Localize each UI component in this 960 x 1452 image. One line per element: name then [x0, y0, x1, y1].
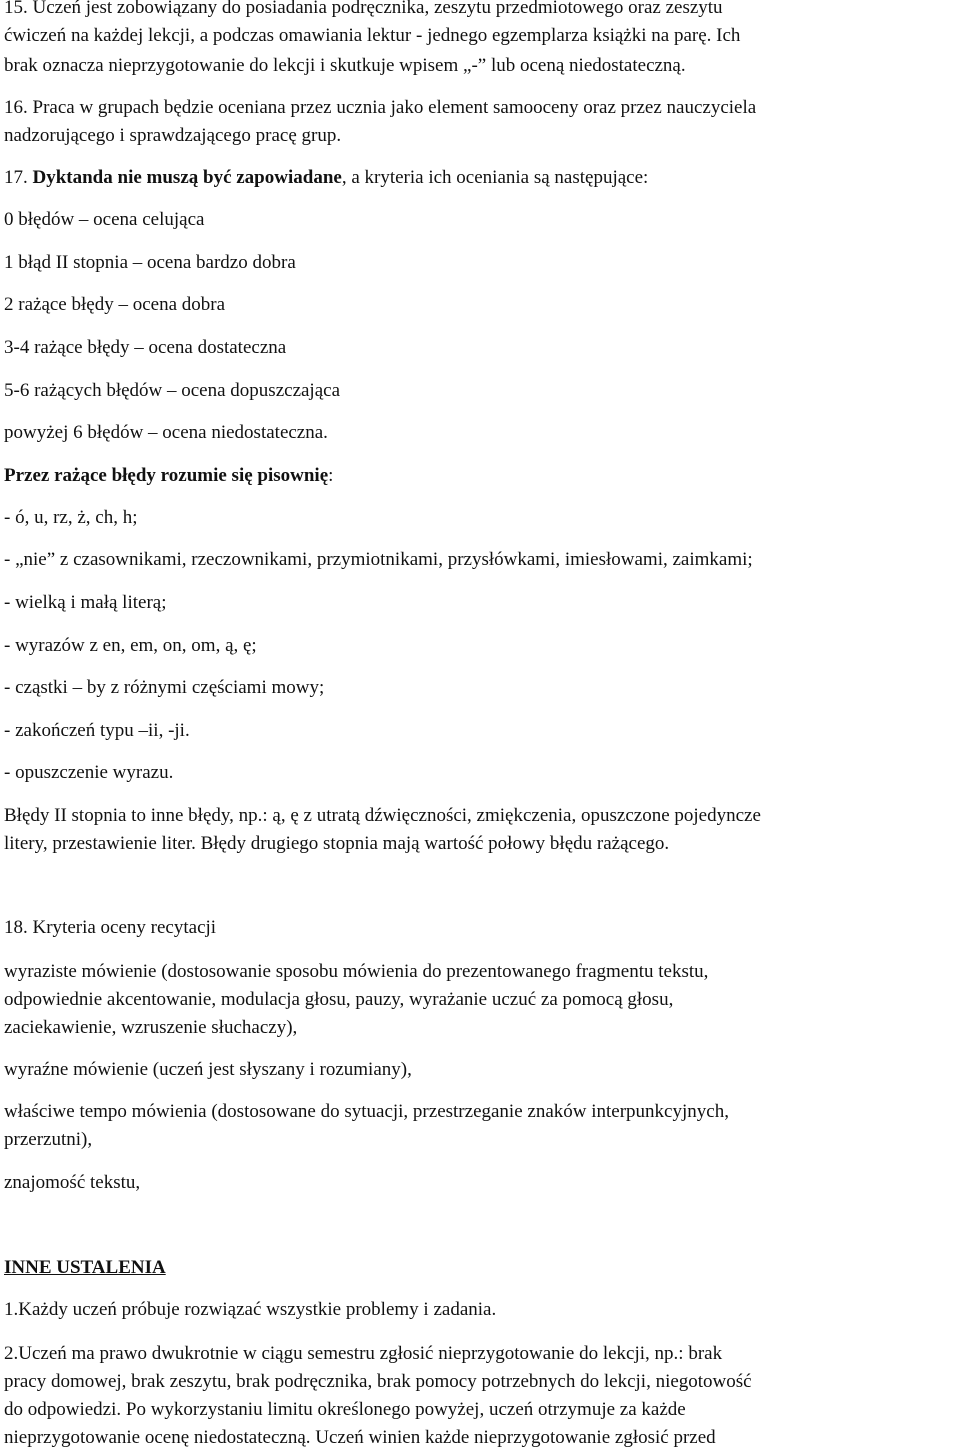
paragraph-17 — [4, 164, 648, 192]
second-degree-errors-line-1: Błędy II stopnia to inne błędy, np.: ą, ę z utratą dźwięczności, zmiękczenia, opuszczone pojedyncze — [4, 805, 761, 826]
grade-line: 3-4 rażące błędy – ocena dostateczna — [4, 337, 287, 358]
rule-line: - opuszczenie wyrazu. — [4, 762, 174, 783]
rules-heading-bold: Przez rażące błędy rozumie się pisownię — [4, 465, 329, 486]
second-degree-errors-line-2: litery, przestawienie liter. Błędy drugiego stopnia mają wartość połowy błędu rażącego. — [4, 833, 670, 854]
paragraph-15-line-1: 15. Uczeń jest zobowiązany do posiadania podręcznika, zeszytu przedmiotowego oraz zeszytu — [4, 0, 723, 18]
paragraph-15-line-2: ćwiczeń na każdej lekcji, a podczas omawiania lektur - jednego egzemplarza książki na parę. Ich — [4, 25, 741, 46]
paragraph-16-line-1: 16. Praca w grupach będzie oceniana przez ucznia jako element samooceny oraz przez nauczyciela — [4, 97, 757, 118]
other-rule-2-line-1: 2.Uczeń ma prawo dwukrotnie w ciągu semestru zgłosić nieprzygotowanie do lekcji, np.: brak — [4, 1343, 723, 1364]
rule-line: - wyrazów z en, em, on, om, ą, ę; — [4, 635, 257, 656]
paragraph-16-line-2: nadzorującego i sprawdzającego pracę grup. — [4, 125, 342, 146]
paragraph-17-rest: , a kryteria ich oceniania są następujące: — [341, 167, 649, 188]
rule-line: - cząstki – by z różnymi częściami mowy; — [4, 677, 325, 698]
rule-line: - zakończeń typu –ii, -ji. — [4, 720, 190, 741]
recitation-criterion-1-line-1: wyraziste mówienie (dostosowanie sposobu mówienia do prezentowanego fragmentu tekstu, — [4, 961, 709, 982]
other-rule-1: 1.Każdy uczeń próbuje rozwiązać wszystkie problemy i zadania. — [4, 1299, 497, 1320]
recitation-criterion-3-line-2: przerzutni), — [4, 1129, 93, 1150]
rules-heading-colon: : — [328, 465, 334, 486]
recitation-criterion-2: wyraźne mówienie (uczeń jest słyszany i rozumiany), — [4, 1059, 412, 1080]
other-rule-2-line-4: nieprzygotowanie ocenę niedostateczną. Uczeń winien każde nieprzygotowanie zgłosić przed — [4, 1427, 716, 1448]
grade-line: 5-6 rażących błędów – ocena dopuszczająca — [4, 380, 341, 401]
rules-heading — [4, 462, 333, 490]
paragraph-17-number: 17. — [4, 167, 33, 188]
recitation-criterion-1-line-3: zaciekawienie, wzruszenie słuchaczy), — [4, 1017, 298, 1038]
grade-line: powyżej 6 błędów – ocena niedostateczna. — [4, 422, 328, 443]
rule-line: - wielką i małą literą; — [4, 592, 167, 613]
other-rule-2-line-2: pracy domowej, brak zeszytu, brak podręcznika, brak pomocy potrzebnych do lekcji, niegotowość — [4, 1371, 752, 1392]
paragraph-15-line-3: brak oznacza nieprzygotowanie do lekcji i skutkuje wpisem „-” lub oceną niedostateczną. — [4, 55, 686, 76]
paragraph-17-bold: Dyktanda nie muszą być zapowiadane — [32, 167, 342, 188]
recitation-criterion-1-line-2: odpowiednie akcentowanie, modulacja głosu, pauzy, wyrażanie uczuć za pomocą głosu, — [4, 989, 674, 1010]
grade-line: 1 błąd II stopnia – ocena bardzo dobra — [4, 252, 296, 273]
recitation-criterion-3-line-1: właściwe tempo mówienia (dostosowane do sytuacji, przestrzeganie znaków interpunkcyjnych, — [4, 1101, 729, 1122]
recitation-criterion-4: znajomość tekstu, — [4, 1172, 141, 1193]
rule-line: - ó, u, rz, ż, ch, h; — [4, 507, 138, 528]
grade-line: 0 błędów – ocena celująca — [4, 209, 205, 230]
other-rules-heading-text: INNE USTALENIA — [4, 1257, 166, 1278]
rule-line: - „nie” z czasownikami, rzeczownikami, przymiotnikami, przysłówkami, imiesłowami, zaimkami; — [4, 549, 753, 570]
section-18-title: 18. Kryteria oceny recytacji — [4, 917, 217, 938]
other-rules-heading — [4, 1254, 166, 1282]
other-rule-2-line-3: do odpowiedzi. Po wykorzystaniu limitu określonego powyżej, uczeń otrzymuje za każde — [4, 1399, 686, 1420]
grade-line: 2 rażące błędy – ocena dobra — [4, 294, 226, 315]
